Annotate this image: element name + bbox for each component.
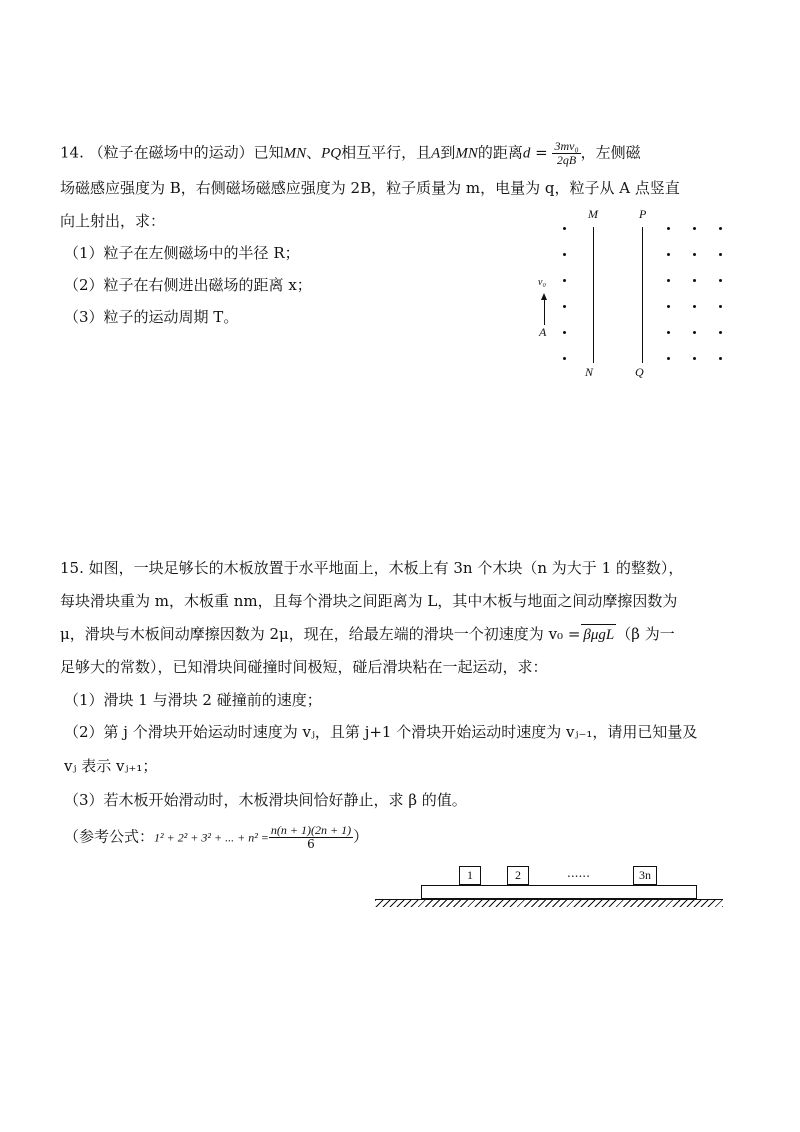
velocity-arrow [544,299,545,325]
q15-sub2: （2）第 j 个滑块开始运动时速度为 vⱼ，且第 j+1 个滑块开始运动时速度为 vⱼ₋₁，请用已知量及 [64,723,698,741]
field-dot [693,227,696,230]
field-dot [719,227,722,230]
boundary-pq [642,227,643,363]
magnetic-field-figure [530,205,740,385]
q15-line3: μ，滑块与木板间动摩擦因数为 2μ，现在，给最左端的滑块一个初速度为 v₀ = βμgL （β 为一 [60,625,675,643]
q14-sub1: （1）粒子在左侧磁场中的半径 R； [64,244,300,262]
q15-sub1: （1）滑块 1 与滑块 2 碰撞前的速度； [64,691,322,709]
field-dot [693,305,696,308]
q15-sub3: （3）若木板开始滑动时，木板滑块间恰好静止，求 β 的值。 [64,791,467,809]
field-dot [693,357,696,360]
label-p: P [639,207,647,221]
field-dot [563,357,566,360]
ellipsis: ...... [567,866,590,880]
field-dot [563,227,566,230]
field-dot [693,253,696,256]
velocity-arrowhead [541,293,547,300]
field-dot [667,305,670,308]
block-1: 1 [459,866,481,885]
field-dot [719,357,722,360]
label-n: N [585,365,594,379]
field-dot [667,227,670,230]
field-dot [693,331,696,334]
boundary-mn [593,227,594,363]
field-dot [719,331,722,334]
board-blocks-figure [375,860,725,912]
q15-line4: 足够大的常数），已知滑块间碰撞时间极短，碰后滑块粘在一起运动，求： [60,658,548,676]
q15-line2: 每块滑块重为 m，木板重 nm，且每个滑块之间距离为 L，其中木板与地面之间动摩擦因数为 [60,592,678,610]
field-dot [563,305,566,308]
d-fraction: $\frac{\text{3mv₀}}{2qB}$ [554,139,579,167]
label-m: M [588,207,598,221]
field-dot [667,253,670,256]
field-dot [719,279,722,282]
q15-line1: 15. 如图，一块足够长的木板放置于水平地面上，木板上有 3n 个木块（n 为大于 1 的整数）， [60,559,684,577]
q14-line2: 场磁感应强度为 B，右侧磁场磁感应强度为 2B，粒子质量为 m，电量为 q，粒子从 A 点竖直 [60,179,680,197]
field-dot [719,253,722,256]
label-q: Q [635,365,644,379]
ground-hatching [375,900,723,907]
q14-line1: 14. （粒子在磁场中的运动）已知MN、PQ相互平行，且A到MN的距离d = $\frac{\text{3mv₀}}{2qB}$ ，左侧磁 [60,139,641,167]
field-dot [667,331,670,334]
q14-line3: 向上射出，求： [60,212,166,230]
q15-reference-formula: （参考公式：1² + 2² + 3² + ... + n² = $\frac{n(n + 1)(2n + 1)}{6}$ ） [64,823,369,851]
field-dot [563,253,566,256]
label-v0: v₀ [538,277,546,288]
sum-fraction: $\frac{n(n + 1)(2n + 1)}{6}$ [270,823,352,851]
q14-sub2: （2）粒子在右侧进出磁场的距离 x； [64,276,312,294]
field-dot [563,331,566,334]
block-3n: 3n [633,866,657,885]
label-a: A [539,325,547,339]
block-2: 2 [507,866,529,885]
q14-sub3: （3）粒子的运动周期 T。 [64,308,239,326]
field-dot [563,279,566,282]
q15-sub2b: vⱼ 表示 vⱼ₊₁； [64,757,158,775]
wooden-board [421,885,697,899]
field-dot [719,305,722,308]
sqrt-expression: βμgL [581,624,616,645]
field-dot [667,279,670,282]
field-dot [693,279,696,282]
field-dot [667,357,670,360]
